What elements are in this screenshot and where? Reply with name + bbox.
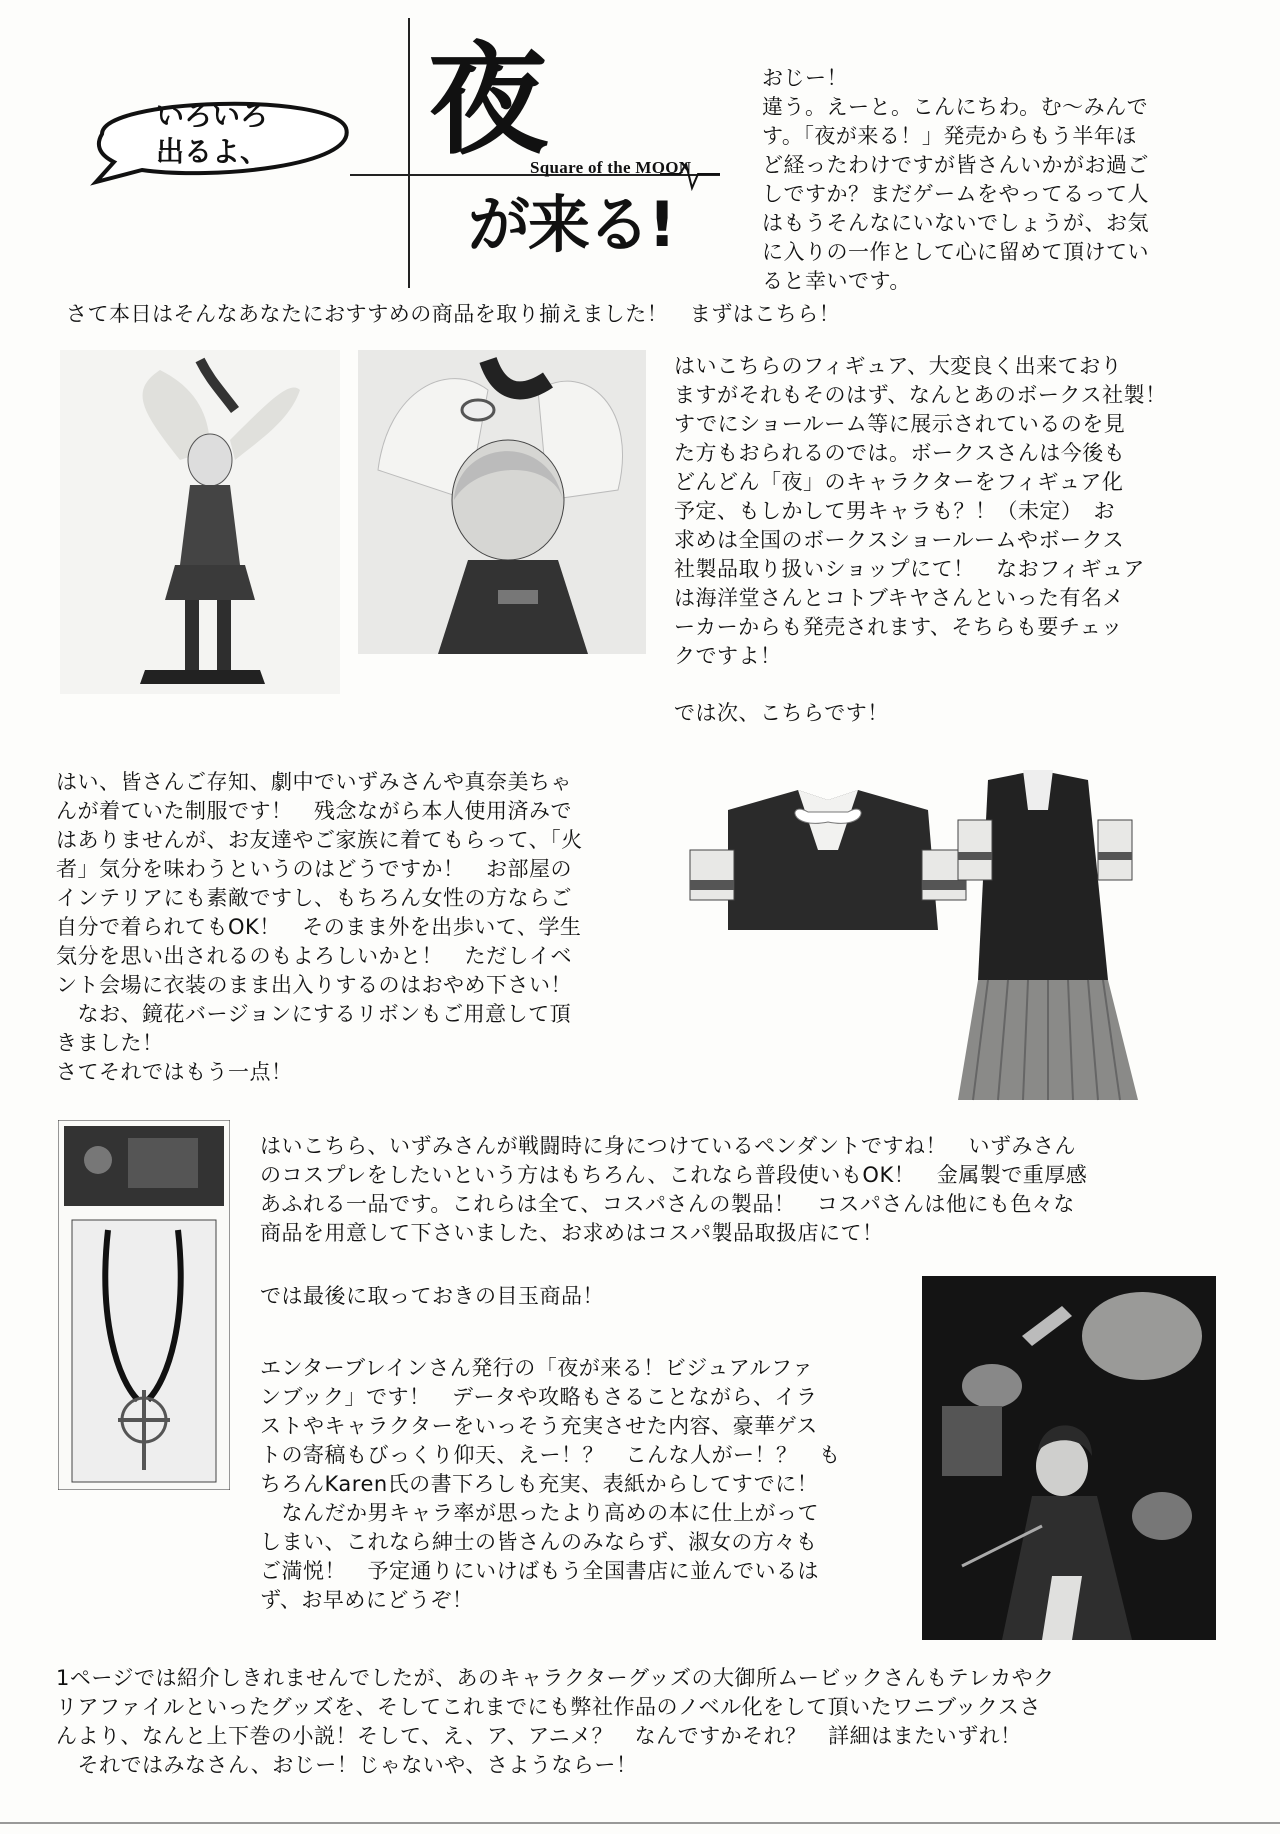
next-text: では次、こちらです！ bbox=[674, 701, 889, 725]
figure-photo-full bbox=[60, 350, 340, 694]
uniform-text: はい、皆さんご存知、劇中でいずみさんや真奈美ちゃ んが着ていた制服です！ 残念ながら本人使用済みで はありませんが、お友達やご家族に着てもらって、「火 者」気分を味わうというのはどうですか！ お部屋の インテリアにも素敵ですし、もちろん女性の方ならご 自分で着られてもOK！ そのまま外を出歩いて、学生 気分を思い出されるのもよろしいかと！ ただしイベ ント会場に衣装のまま出入りするのはおやめ下さい！ なお、鏡花バージョンにするリボンもご用意して頂 きました！ さてそれではもう一点！ bbox=[56, 770, 583, 1084]
figure-text: はいこちらのフィギュア、大変良く出来ており ますがそれもそのはず、なんとあのボークス社製！ すでにショールーム等に展示されているのを見 た方もおられるのでは。ボークスさんは今後も どんどん「夜」のキャラクターをフィギュア化 予定、もしかして男キャラも？！（未定） お 求めは全国のボークスショールームやボークス 社製品取り扱いショップにて！ なおフィギュア は海洋堂さんとコトブキヤさんといった有名メ ーカーからも発売されます、そちらも要チェッ クですよ！ bbox=[674, 354, 1167, 668]
pendant-text: はいこちら、いずみさんが戦闘時に身につけているペンダントですね！ いずみさん のコスプレをしたいという方はもちろん、これなら普段使いもOK！ 金属製で重厚感 あふれる一品です。これらは全て、コスパさんの製品！ コスパさんは他にも色々な 商品を用意して下さいました、お求めはコスパ製品取扱店にて！ bbox=[260, 1134, 1088, 1245]
logo-kana: が来る! bbox=[468, 188, 675, 261]
logo-kanji: 夜 bbox=[428, 30, 548, 171]
lead-text: さて本日はそんなあなたにおすすめの商品を取り揃えました！ まずはこちら！ bbox=[66, 302, 841, 326]
uniform-photo bbox=[688, 740, 1144, 1110]
figure-photo-closeup bbox=[358, 350, 646, 654]
last-lead-text: では最後に取っておきの目玉商品！ bbox=[260, 1284, 604, 1308]
bubble-text: いろいろ 出るよ、 bbox=[155, 99, 268, 168]
page-bottom-rule bbox=[0, 1822, 1280, 1824]
fanbook-cover-photo bbox=[922, 1276, 1216, 1640]
footer-text: 1ページでは紹介しきれませんでしたが、あのキャラクターグッズの大御所ムービックさんもテレカやク リアファイルといったグッズを、そしてこれまでにも弊社作品のノベル化をして頂いたワニブックスさ んより、なんと上下巻の小説！そして、え、ア、アニメ？ なんですかそれ？ 詳細はまたいずれ！ それではみなさん、おじー！じゃないや、さようならー！ bbox=[56, 1666, 1055, 1777]
logo-subtitle: Square of the MOON bbox=[530, 158, 692, 177]
book-text: エンターブレインさん発行の「夜が来る！ビジュアルファ ンブック」です！ データや攻略もさることながら、イラ ストやキャラクターをいっそう充実させた内容、豪華ゲス トの寄稿もびっくり仰天、えー！？ こんな人がー！？ も ちろんKaren氏の書下ろしも充実、表紙からしてすでに！ なんだか男キャラ率が思ったより高めの本に仕上がって しまい、これなら紳士の皆さんのみならず、淑女の方々も ご満悦！ 予定通りにいけばもう全国書店に並んでいるは ず、お早めにどうぞ！ bbox=[260, 1356, 841, 1612]
intro-text: おじー！ 違う。えーと。こんにちわ。む〜みんで す。「夜が来る！」発売からもう半年ほ ど経ったわけですが皆さんいかがお過ご しですか？まだゲームをやってるって人 はもうそんなにいないでしょうが、お気 に入りの一作として心に留めて頂けてい ると幸いです。 bbox=[762, 66, 1149, 293]
pendant-photo bbox=[58, 1120, 230, 1490]
logo-vertical-rule bbox=[408, 18, 410, 288]
